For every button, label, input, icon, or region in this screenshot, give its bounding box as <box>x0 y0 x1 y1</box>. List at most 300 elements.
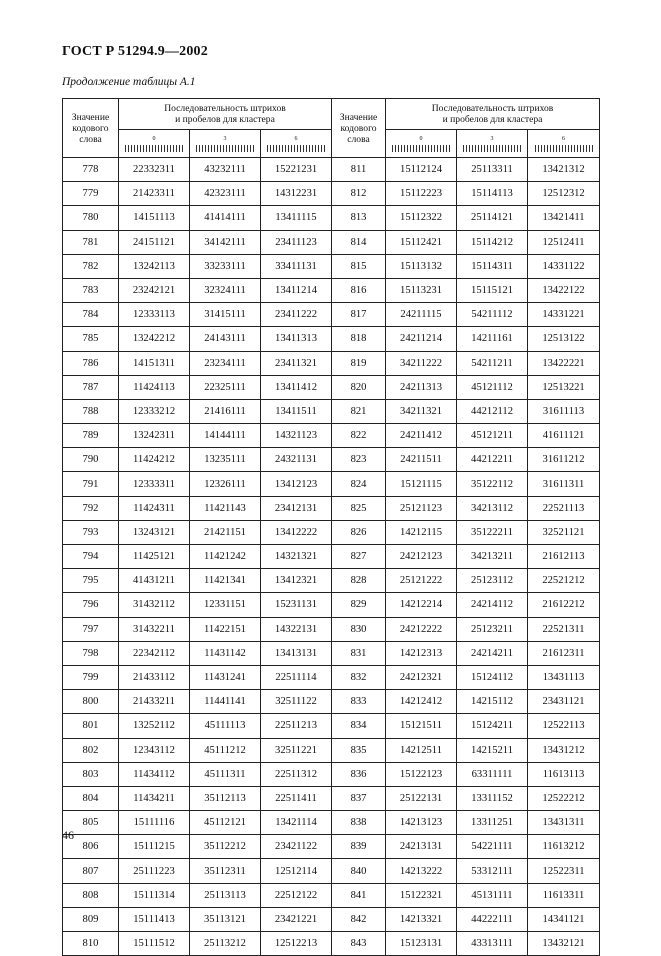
sequence-cell-right: 12513221 <box>528 375 600 399</box>
sequence-cell-right: 14341121 <box>528 907 600 931</box>
codeword-value-right: 821 <box>332 399 386 423</box>
sequence-cell-left: 13412123 <box>261 472 332 496</box>
sequence-cell-right: 31611212 <box>528 448 600 472</box>
sequence-cell-right: 24211511 <box>386 448 457 472</box>
codeword-value-left: 781 <box>63 230 119 254</box>
sequence-cell-left: 25111223 <box>119 859 190 883</box>
bar-pattern-icon <box>535 145 593 152</box>
sequence-cell-right: 11613311 <box>528 883 600 907</box>
codeword-value-left: 778 <box>63 158 119 182</box>
table-row <box>63 472 600 496</box>
sequence-cell-right: 54211112 <box>457 303 528 327</box>
sequence-cell-left: 13411115 <box>261 206 332 230</box>
sequence-cell-left: 13411214 <box>261 278 332 302</box>
sequence-cell-right: 25113311 <box>457 158 528 182</box>
codeword-value-left: 784 <box>63 303 119 327</box>
sequence-cell-left: 13242113 <box>119 254 190 278</box>
codeword-value-right: 828 <box>332 569 386 593</box>
sequence-cell-right: 24211412 <box>386 424 457 448</box>
sequence-cell-left: 14321321 <box>261 545 332 569</box>
sequence-cell-left: 22511312 <box>261 762 332 786</box>
sequence-cell-right: 15121511 <box>386 714 457 738</box>
sequence-cell-left: 12333212 <box>119 399 190 423</box>
codeword-value-left: 788 <box>63 399 119 423</box>
sequence-cell-right: 15122123 <box>386 762 457 786</box>
sequence-cell-left: 11424212 <box>119 448 190 472</box>
codeword-value-left: 805 <box>63 811 119 835</box>
header-cluster-6-right: 6 <box>528 130 600 158</box>
codeword-value-right: 838 <box>332 811 386 835</box>
sequence-cell-right: 14212214 <box>386 593 457 617</box>
codeword-value-right: 842 <box>332 907 386 931</box>
sequence-cell-right: 44212112 <box>457 399 528 423</box>
sequence-cell-left: 25113212 <box>190 932 261 956</box>
sequence-cell-right: 15113231 <box>386 278 457 302</box>
sequence-cell-right: 45131111 <box>457 883 528 907</box>
sequence-cell-left: 13411313 <box>261 327 332 351</box>
sequence-cell-right: 44222111 <box>457 907 528 931</box>
sequence-cell-right: 15122321 <box>386 883 457 907</box>
sequence-cell-right: 45121211 <box>457 424 528 448</box>
sequence-cell-left: 45111311 <box>190 762 261 786</box>
sequence-cell-left: 12331151 <box>190 593 261 617</box>
sequence-cell-left: 23411222 <box>261 303 332 327</box>
sequence-cell-left: 11434211 <box>119 786 190 810</box>
sequence-cell-left: 13421114 <box>261 811 332 835</box>
sequence-cell-right: 23431121 <box>528 690 600 714</box>
header-cluster-0-right: 0 <box>386 130 457 158</box>
sequence-cell-right: 24212222 <box>386 617 457 641</box>
sequence-cell-right: 34211321 <box>386 399 457 423</box>
codeword-value-left: 787 <box>63 375 119 399</box>
sequence-cell-left: 13252112 <box>119 714 190 738</box>
sequence-cell-left: 15111512 <box>119 932 190 956</box>
sequence-cell-right: 14215211 <box>457 738 528 762</box>
sequence-cell-right: 31611311 <box>528 472 600 496</box>
sequence-cell-right: 11613212 <box>528 835 600 859</box>
sequence-cell-left: 35112212 <box>190 835 261 859</box>
sequence-cell-left: 11441141 <box>190 690 261 714</box>
codeword-value-left: 780 <box>63 206 119 230</box>
sequence-cell-left: 45112121 <box>190 811 261 835</box>
table-row <box>63 762 600 786</box>
sequence-cell-left: 23412131 <box>261 496 332 520</box>
codeword-value-left: 797 <box>63 617 119 641</box>
codeword-value-right: 819 <box>332 351 386 375</box>
sequence-cell-right: 15114113 <box>457 182 528 206</box>
sequence-cell-right: 13311152 <box>457 786 528 810</box>
sequence-cell-left: 42323111 <box>190 182 261 206</box>
sequence-cell-left: 14151113 <box>119 206 190 230</box>
sequence-cell-left: 35113121 <box>190 907 261 931</box>
codeword-value-right: 822 <box>332 424 386 448</box>
codeword-value-right: 837 <box>332 786 386 810</box>
codeword-value-left: 803 <box>63 762 119 786</box>
sequence-cell-right: 15121115 <box>386 472 457 496</box>
codeword-value-right: 833 <box>332 690 386 714</box>
table-row <box>63 883 600 907</box>
sequence-cell-left: 32324111 <box>190 278 261 302</box>
sequence-cell-left: 11421341 <box>190 569 261 593</box>
codeword-value-right: 813 <box>332 206 386 230</box>
sequence-cell-right: 14212511 <box>386 738 457 762</box>
sequence-cell-right: 21612311 <box>528 641 600 665</box>
codeword-value-left: 793 <box>63 520 119 544</box>
sequence-cell-left: 14312231 <box>261 182 332 206</box>
sequence-cell-right: 21612113 <box>528 545 600 569</box>
sequence-cell-right: 35122211 <box>457 520 528 544</box>
sequence-cell-left: 33233111 <box>190 254 261 278</box>
sequence-cell-right: 14213123 <box>386 811 457 835</box>
sequence-cell-right: 34213112 <box>457 496 528 520</box>
sequence-cell-left: 22342112 <box>119 641 190 665</box>
table-row <box>63 811 600 835</box>
header-codeword-left: Значение кодового слова <box>63 99 119 158</box>
codeword-value-right: 831 <box>332 641 386 665</box>
table-row <box>63 448 600 472</box>
codeword-value-left: 802 <box>63 738 119 762</box>
table-row <box>63 641 600 665</box>
sequence-cell-left: 15111215 <box>119 835 190 859</box>
sequence-cell-right: 14331122 <box>528 254 600 278</box>
sequence-cell-left: 11431241 <box>190 665 261 689</box>
table-row <box>63 424 600 448</box>
table-row <box>63 399 600 423</box>
sequence-cell-left: 22332311 <box>119 158 190 182</box>
sequence-cell-left: 13242311 <box>119 424 190 448</box>
sequence-cell-right: 14211161 <box>457 327 528 351</box>
table-row <box>63 593 600 617</box>
sequence-cell-right: 13431212 <box>528 738 600 762</box>
sequence-cell-right: 24214211 <box>457 641 528 665</box>
sequence-cell-right: 13422221 <box>528 351 600 375</box>
codeword-value-left: 792 <box>63 496 119 520</box>
sequence-cell-right: 44212211 <box>457 448 528 472</box>
codeword-value-right: 816 <box>332 278 386 302</box>
table-row <box>63 835 600 859</box>
codeword-value-right: 834 <box>332 714 386 738</box>
sequence-cell-right: 12522212 <box>528 786 600 810</box>
sequence-cell-right: 15124112 <box>457 665 528 689</box>
codeword-value-right: 827 <box>332 545 386 569</box>
table-row <box>63 278 600 302</box>
sequence-cell-left: 22511114 <box>261 665 332 689</box>
sequence-cell-left: 31432211 <box>119 617 190 641</box>
sequence-cell-left: 11431142 <box>190 641 261 665</box>
codeword-value-left: 786 <box>63 351 119 375</box>
sequence-cell-left: 14322131 <box>261 617 332 641</box>
sequence-cell-right: 15112223 <box>386 182 457 206</box>
sequence-cell-left: 22512122 <box>261 883 332 907</box>
table-row <box>63 690 600 714</box>
sequence-cell-left: 23421122 <box>261 835 332 859</box>
sequence-cell-left: 34142111 <box>190 230 261 254</box>
sequence-cell-left: 24151121 <box>119 230 190 254</box>
document-title: ГОСТ Р 51294.9—2002 <box>62 44 208 59</box>
sequence-cell-left: 13243121 <box>119 520 190 544</box>
sequence-cell-left: 13411511 <box>261 399 332 423</box>
table-row <box>63 182 600 206</box>
sequence-cell-left: 21433211 <box>119 690 190 714</box>
sequence-cell-left: 11421143 <box>190 496 261 520</box>
sequence-cell-right: 24211214 <box>386 327 457 351</box>
codeword-value-right: 826 <box>332 520 386 544</box>
sequence-cell-right: 15112124 <box>386 158 457 182</box>
codeword-value-left: 799 <box>63 665 119 689</box>
sequence-cell-left: 22511213 <box>261 714 332 738</box>
codeword-value-left: 801 <box>63 714 119 738</box>
sequence-cell-right: 13432121 <box>528 932 600 956</box>
codeword-value-left: 806 <box>63 835 119 859</box>
sequence-cell-right: 21612212 <box>528 593 600 617</box>
sequence-cell-right: 14212115 <box>386 520 457 544</box>
sequence-cell-right: 24214112 <box>457 593 528 617</box>
sequence-cell-left: 11434112 <box>119 762 190 786</box>
codeword-value-right: 829 <box>332 593 386 617</box>
sequence-cell-left: 11425121 <box>119 545 190 569</box>
sequence-cell-left: 43232111 <box>190 158 261 182</box>
codeword-value-right: 836 <box>332 762 386 786</box>
sequence-cell-left: 41414111 <box>190 206 261 230</box>
codeword-value-right: 825 <box>332 496 386 520</box>
sequence-cell-left: 21433112 <box>119 665 190 689</box>
sequence-cell-right: 14215112 <box>457 690 528 714</box>
sequence-cell-left: 35112311 <box>190 859 261 883</box>
sequence-cell-left: 13412222 <box>261 520 332 544</box>
codeword-value-right: 832 <box>332 665 386 689</box>
codeword-value-right: 841 <box>332 883 386 907</box>
codeword-value-left: 808 <box>63 883 119 907</box>
sequence-cell-right: 24212123 <box>386 545 457 569</box>
sequence-cell-left: 21423311 <box>119 182 190 206</box>
sequence-cell-left: 13242212 <box>119 327 190 351</box>
codeword-value-left: 807 <box>63 859 119 883</box>
sequence-cell-right: 24211313 <box>386 375 457 399</box>
sequence-cell-left: 23234111 <box>190 351 261 375</box>
sequence-cell-right: 45121112 <box>457 375 528 399</box>
sequence-cell-right: 12512411 <box>528 230 600 254</box>
sequence-cell-right: 41611121 <box>528 424 600 448</box>
sequence-cell-left: 25113113 <box>190 883 261 907</box>
sequence-cell-right: 22521212 <box>528 569 600 593</box>
codeword-value-left: 785 <box>63 327 119 351</box>
codeword-value-left: 800 <box>63 690 119 714</box>
sequence-cell-right: 12522311 <box>528 859 600 883</box>
sequence-cell-right: 14213321 <box>386 907 457 931</box>
codeword-value-right: 824 <box>332 472 386 496</box>
sequence-cell-right: 25123211 <box>457 617 528 641</box>
sequence-cell-right: 43313111 <box>457 932 528 956</box>
sequence-cell-right: 14331221 <box>528 303 600 327</box>
sequence-cell-left: 13411412 <box>261 375 332 399</box>
sequence-cell-right: 12513122 <box>528 327 600 351</box>
table-row <box>63 520 600 544</box>
header-codeword-right: Значение кодового слова <box>332 99 386 158</box>
sequence-cell-left: 32511221 <box>261 738 332 762</box>
sequence-cell-right: 32521121 <box>528 520 600 544</box>
codeword-value-left: 810 <box>63 932 119 956</box>
table-row <box>63 206 600 230</box>
codeword-value-left: 794 <box>63 545 119 569</box>
sequence-cell-left: 23242121 <box>119 278 190 302</box>
sequence-cell-left: 11424113 <box>119 375 190 399</box>
codeword-value-left: 779 <box>63 182 119 206</box>
sequence-cell-right: 25123112 <box>457 569 528 593</box>
sequence-cell-right: 15123131 <box>386 932 457 956</box>
sequence-cell-right: 53312111 <box>457 859 528 883</box>
table-row <box>63 375 600 399</box>
sequence-cell-left: 14151311 <box>119 351 190 375</box>
sequence-cell-left: 32511122 <box>261 690 332 714</box>
header-cluster-0-left: 0 <box>119 130 190 158</box>
codeword-value-left: 795 <box>63 569 119 593</box>
table-caption: Продолжение таблицы А.1 <box>62 76 196 88</box>
sequence-cell-left: 23411321 <box>261 351 332 375</box>
sequence-cell-left: 41431211 <box>119 569 190 593</box>
codeword-value-right: 817 <box>332 303 386 327</box>
codeword-value-right: 835 <box>332 738 386 762</box>
sequence-cell-right: 34213211 <box>457 545 528 569</box>
sequence-cell-right: 15124211 <box>457 714 528 738</box>
sequence-cell-left: 22511411 <box>261 786 332 810</box>
sequence-cell-right: 15115121 <box>457 278 528 302</box>
sequence-cell-right: 24211115 <box>386 303 457 327</box>
sequence-cell-left: 11422151 <box>190 617 261 641</box>
sequence-cell-right: 13422122 <box>528 278 600 302</box>
codeword-value-right: 812 <box>332 182 386 206</box>
sequence-cell-left: 12512114 <box>261 859 332 883</box>
sequence-cell-right: 13421411 <box>528 206 600 230</box>
codeword-value-right: 823 <box>332 448 386 472</box>
codeword-value-left: 783 <box>63 278 119 302</box>
sequence-cell-right: 35122112 <box>457 472 528 496</box>
table-row <box>63 254 600 278</box>
sequence-cell-right: 15114311 <box>457 254 528 278</box>
sequence-cell-left: 15111314 <box>119 883 190 907</box>
codeword-value-right: 830 <box>332 617 386 641</box>
sequence-cell-right: 13311251 <box>457 811 528 835</box>
sequence-cell-left: 13413131 <box>261 641 332 665</box>
codeword-value-left: 798 <box>63 641 119 665</box>
sequence-cell-left: 13412321 <box>261 569 332 593</box>
table-row <box>63 327 600 351</box>
sequence-cell-right: 15113132 <box>386 254 457 278</box>
codeword-value-right: 820 <box>332 375 386 399</box>
table-row <box>63 569 600 593</box>
header-cluster-6-left: 6 <box>261 130 332 158</box>
codeword-value-right: 811 <box>332 158 386 182</box>
codeword-value-right: 840 <box>332 859 386 883</box>
bar-pattern-icon <box>392 145 450 152</box>
codeword-value-right: 814 <box>332 230 386 254</box>
sequence-cell-right: 13421312 <box>528 158 600 182</box>
table-row <box>63 665 600 689</box>
sequence-cell-right: 63311111 <box>457 762 528 786</box>
sequence-cell-left: 45111212 <box>190 738 261 762</box>
sequence-cell-left: 21421151 <box>190 520 261 544</box>
sequence-cell-left: 14321123 <box>261 424 332 448</box>
table-row <box>63 158 600 182</box>
codeword-value-left: 789 <box>63 424 119 448</box>
sequence-cell-left: 35112113 <box>190 786 261 810</box>
sequence-cell-left: 45111113 <box>190 714 261 738</box>
sequence-cell-left: 33411131 <box>261 254 332 278</box>
codeword-value-left: 791 <box>63 472 119 496</box>
sequence-cell-left: 13235111 <box>190 448 261 472</box>
codeword-table <box>62 98 600 956</box>
sequence-cell-right: 22521113 <box>528 496 600 520</box>
sequence-cell-left: 14144111 <box>190 424 261 448</box>
sequence-cell-left: 11421242 <box>190 545 261 569</box>
sequence-cell-left: 12343112 <box>119 738 190 762</box>
sequence-cell-left: 23421221 <box>261 907 332 931</box>
sequence-cell-right: 12522113 <box>528 714 600 738</box>
sequence-cell-right: 22521311 <box>528 617 600 641</box>
sequence-cell-left: 31432112 <box>119 593 190 617</box>
sequence-cell-right: 25122131 <box>386 786 457 810</box>
sequence-cell-right: 12512312 <box>528 182 600 206</box>
table-row <box>63 617 600 641</box>
sequence-cell-left: 12326111 <box>190 472 261 496</box>
sequence-cell-left: 24321131 <box>261 448 332 472</box>
sequence-cell-left: 22325111 <box>190 375 261 399</box>
bar-pattern-icon <box>125 145 183 152</box>
header-sequence-left: Последовательность штрихов и пробелов для кластера <box>119 99 332 130</box>
bar-pattern-icon <box>463 145 521 152</box>
codeword-value-left: 796 <box>63 593 119 617</box>
table-row <box>63 859 600 883</box>
sequence-cell-left: 31415111 <box>190 303 261 327</box>
sequence-cell-left: 15231131 <box>261 593 332 617</box>
sequence-cell-left: 21416111 <box>190 399 261 423</box>
table-row <box>63 786 600 810</box>
codeword-value-right: 839 <box>332 835 386 859</box>
sequence-cell-right: 54221111 <box>457 835 528 859</box>
sequence-cell-left: 11424311 <box>119 496 190 520</box>
sequence-cell-left: 23411123 <box>261 230 332 254</box>
codeword-value-right: 818 <box>332 327 386 351</box>
sequence-cell-left: 12333113 <box>119 303 190 327</box>
sequence-cell-right: 24212321 <box>386 665 457 689</box>
table-row <box>63 932 600 956</box>
sequence-cell-left: 15221231 <box>261 158 332 182</box>
sequence-cell-right: 25121123 <box>386 496 457 520</box>
codeword-value-left: 782 <box>63 254 119 278</box>
sequence-cell-right: 14213222 <box>386 859 457 883</box>
table-row <box>63 303 600 327</box>
sequence-cell-right: 15112421 <box>386 230 457 254</box>
codeword-value-right: 815 <box>332 254 386 278</box>
bar-pattern-icon <box>196 145 254 152</box>
sequence-cell-right: 13431311 <box>528 811 600 835</box>
codeword-value-left: 804 <box>63 786 119 810</box>
sequence-cell-right: 13431113 <box>528 665 600 689</box>
codeword-value-left: 809 <box>63 907 119 931</box>
codeword-value-right: 843 <box>332 932 386 956</box>
header-sequence-right: Последовательность штрихов и пробелов для кластера <box>386 99 600 130</box>
codeword-value-left: 790 <box>63 448 119 472</box>
sequence-cell-right: 24213131 <box>386 835 457 859</box>
sequence-cell-right: 15112322 <box>386 206 457 230</box>
bar-pattern-icon <box>267 145 325 152</box>
sequence-cell-left: 12333311 <box>119 472 190 496</box>
sequence-cell-right: 25114121 <box>457 206 528 230</box>
table-row <box>63 907 600 931</box>
sequence-cell-right: 14212313 <box>386 641 457 665</box>
page-number: 46 <box>62 828 74 842</box>
sequence-cell-right: 15114212 <box>457 230 528 254</box>
sequence-cell-right: 34211222 <box>386 351 457 375</box>
